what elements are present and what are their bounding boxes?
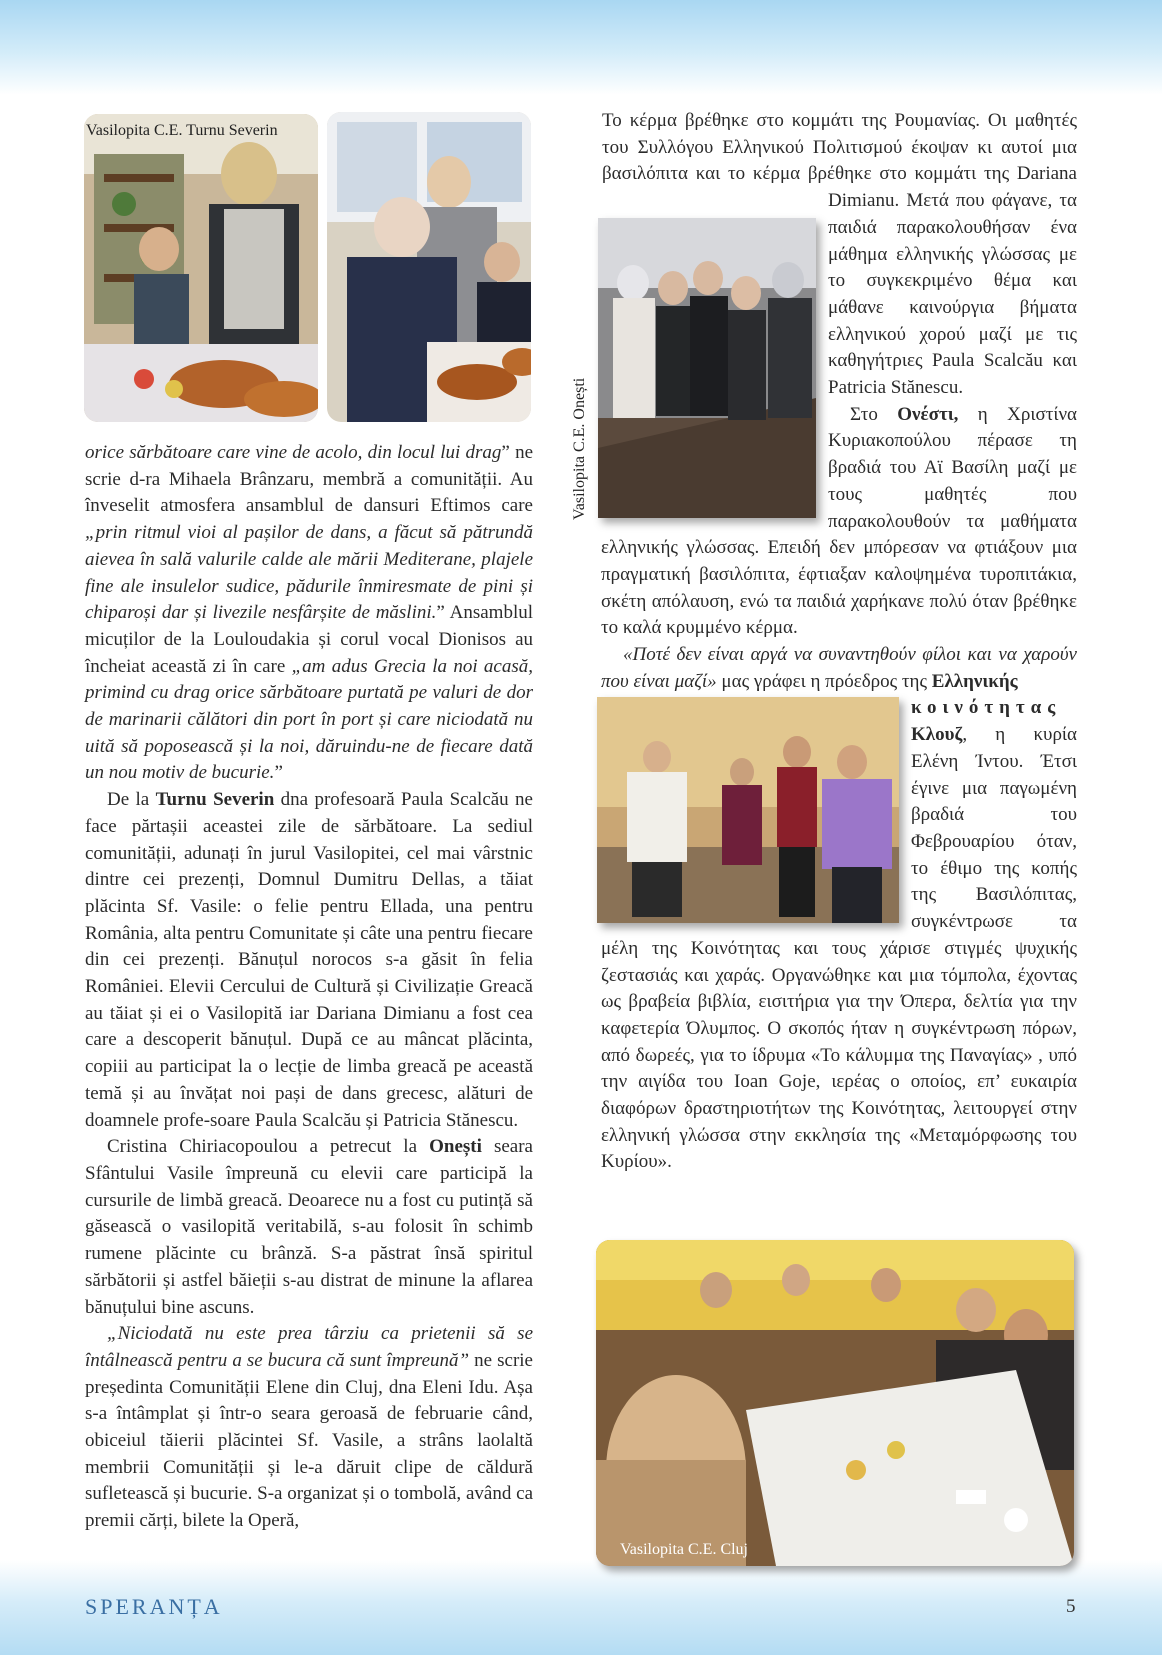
- photo-turnu-severin-2: [327, 112, 531, 422]
- header-band: [0, 0, 1162, 95]
- caption-cluj: Vasilopita C.E. Cluj: [620, 1541, 748, 1558]
- right-paragraph-2: Στο Ονέστι, η Χριστίνα Κυριακοπούλου πέρασε τη βραδιά του Αϊ Βασίλη μαζί με τους μαθητές που παρακολουθούν τα μαθήματα ελληνικής γλώσσας. Επειδή δεν μπόρεσαν να φτιάξουν μια πραγματική βασιλόπιτα, έφτιαξαν καλοψημένα τυροπιτάκια, σκέτη απόλαυση, ενώ τα παιδιά χαρήκανε πολύ όταν βρέθηκε το καλά κρυμμένο κέρμα.: [601, 403, 1077, 639]
- left-column: [85, 440, 533, 1535]
- page-number: 5: [1066, 1596, 1076, 1617]
- right-column: [601, 108, 1077, 1176]
- left-paragraph-3: Cristina Chiriacopoulou a petrecut la Onești seara Sfântului Vasile împreună cu elevii care participă la cursurile de limbă greacă. Deoarece nu a fost cu putință să găsească o vasilopită veritabilă, s-au folosit în schimb rumene plăcinte cu brânză. S-a păstrat însă spiritul sărbătorii și astfel băieții s-au distrat de minune la aflarea bănuțului bine ascuns.: [85, 1136, 533, 1318]
- photo-onesti: [598, 218, 816, 518]
- right-paragraph-3: «Ποτέ δεν είναι αργά να συναντηθούν φίλοι και να χαρούν που είναι μαζί» μας γράφει η πρόεδρος της Ελληνικής κοινότητας Κλουζ, η κυρία Ελένη Ίντου. Έτσι έγινε μια παγωμένη βραδιά του Φεβρουαρίου όταν, το έθιμο της κοπής της Βασιλόπιτας, συγκέντρωσε τα μέλη της Κοινότητας και τους χάρισε στιγμές ψυχικής ζεστασιάς και χαράς. Οργανώθηκε και μια τόμπολα, έχοντας ως βραβεία βιβλία, εισιτήρια για την Όπερα, δελτία για την καφετερία Όλυμπος. Ο σκοπός ήταν η συγκέντρωση πόρων, από δωρεές, για το ίδρυμα «Το κάλυμμα της Παναγίας» , υπό την αιγίδα του Ioan Goje, ιερέας ο οποίος, επ’ ευκαιρία διαφόρων δραστηριοτήτων της Κοινότητας, λειτουργεί στην ελληνική γλώσσα στην εκκλησία της «Μεταμόρφωσης του Κυρίου».: [601, 642, 1077, 1176]
- left-paragraph-2: De la Turnu Severin dna profesoară Paula Scalcău ne face părtașii aceastei zile de sărbătoare. La sediul comunității, adunați în jurul Vasilopitei, cel mai vârstnic dintre cei prezenți, Domnul Dumitru Dellas, a tăiat plăcinta Sf. Vasile: o felie pentru Ellada, una pentru România, alta pentru Comunitate și câte una pentru fiecare din cei prezenți. Bănuțul norocos s-a găsit în felia României. Elevii Cercului de Cultură și Civilizație Greacă au tăiat și ei o Vasilopită iar Dariana Dimianu a fost cea care a descoperit bănuțul. După ce au mâncat plăcinta, copiii au participat la o lecție de limba greacă pe această temă și au învățat noi pași de dans grecesc, alături de doamnele profe-soare Paula Scalcău și Patricia Stănescu.: [85, 789, 533, 1131]
- left-paragraph-1: orice sărbătoare care vine de acolo, din locul lui drag” ne scrie d-ra Mihaela Brânzaru, membră a comunității. Au înveselit atmosfera ansamblul de dansuri Eftimos care „prin ritmul vioi al pașilor de dans, a făcut să pătrundă aievea în sală valurile calde ale mării Mediterane, plajele fine ale insulelor sudice, pădurile înmiresmate de pini și chiparoși dar și livezile nesfârșite de măslini.” Ansamblul micuților de la Louloudakia și corul vocal Dionisos au încheiat această zi în care „am adus Grecia la noi acasă, primind cu drag orice sărbătoare purtată pe valuri de dor de marinarii călători din port în port și care niciodată nu uită să poposească și la noi, dăruindu-ne de fiecare dată un nou motiv de bucurie.”: [85, 442, 533, 784]
- photo-cluj-dinner: [596, 1240, 1074, 1566]
- right-paragraph-1: Το κέρμα βρέθηκε στο κομμάτι της Ρουμανίας. Οι μαθητές του Συλλόγου Ελληνικού Πολιτισμού έκοψαν κι αυτοί μια βασιλόπιτα και το κέρμα βρέθηκε στο κομμάτι της Dariana Dimianu. Μετά που φάγανε, τα παιδιά παρακολουθήσαν ένα μάθημα ελληνικής γλώσσας με το συγκεκριμένο θέμα και μάθανε καινούργια βήματα ελληνικού χορού μαζί με τις καθηγήτριες Paula Scalcău και Patricia Stănescu.: [601, 108, 1077, 402]
- caption-turnu-severin: Vasilopita C.E. Turnu Severin: [86, 122, 278, 139]
- photo-cluj-dance: [597, 697, 899, 923]
- left-paragraph-4: „Niciodată nu este prea târziu ca prietenii să se întâlnească pentru a se bucura că sunt împreună” ne scrie președinta Comunității Elene din Cluj, dna Eleni Idu. Așa s-a întâmplat și într-o seara geroasă de februarie când, obiceiul tăierii plăcintei Sf. Vasile, a strâns laolaltă membrii Comunității și le-a dăruit clipe de căldură sufletească și bucurie. S-a organizat și o tombolă, având ca premii cărți, bilete la Operă,: [85, 1323, 533, 1532]
- photo-turnu-severin-1: [84, 114, 318, 422]
- caption-onesti: Vasilopita C.E. Onești: [571, 377, 588, 520]
- magazine-title: SPERANȚA: [85, 1594, 223, 1619]
